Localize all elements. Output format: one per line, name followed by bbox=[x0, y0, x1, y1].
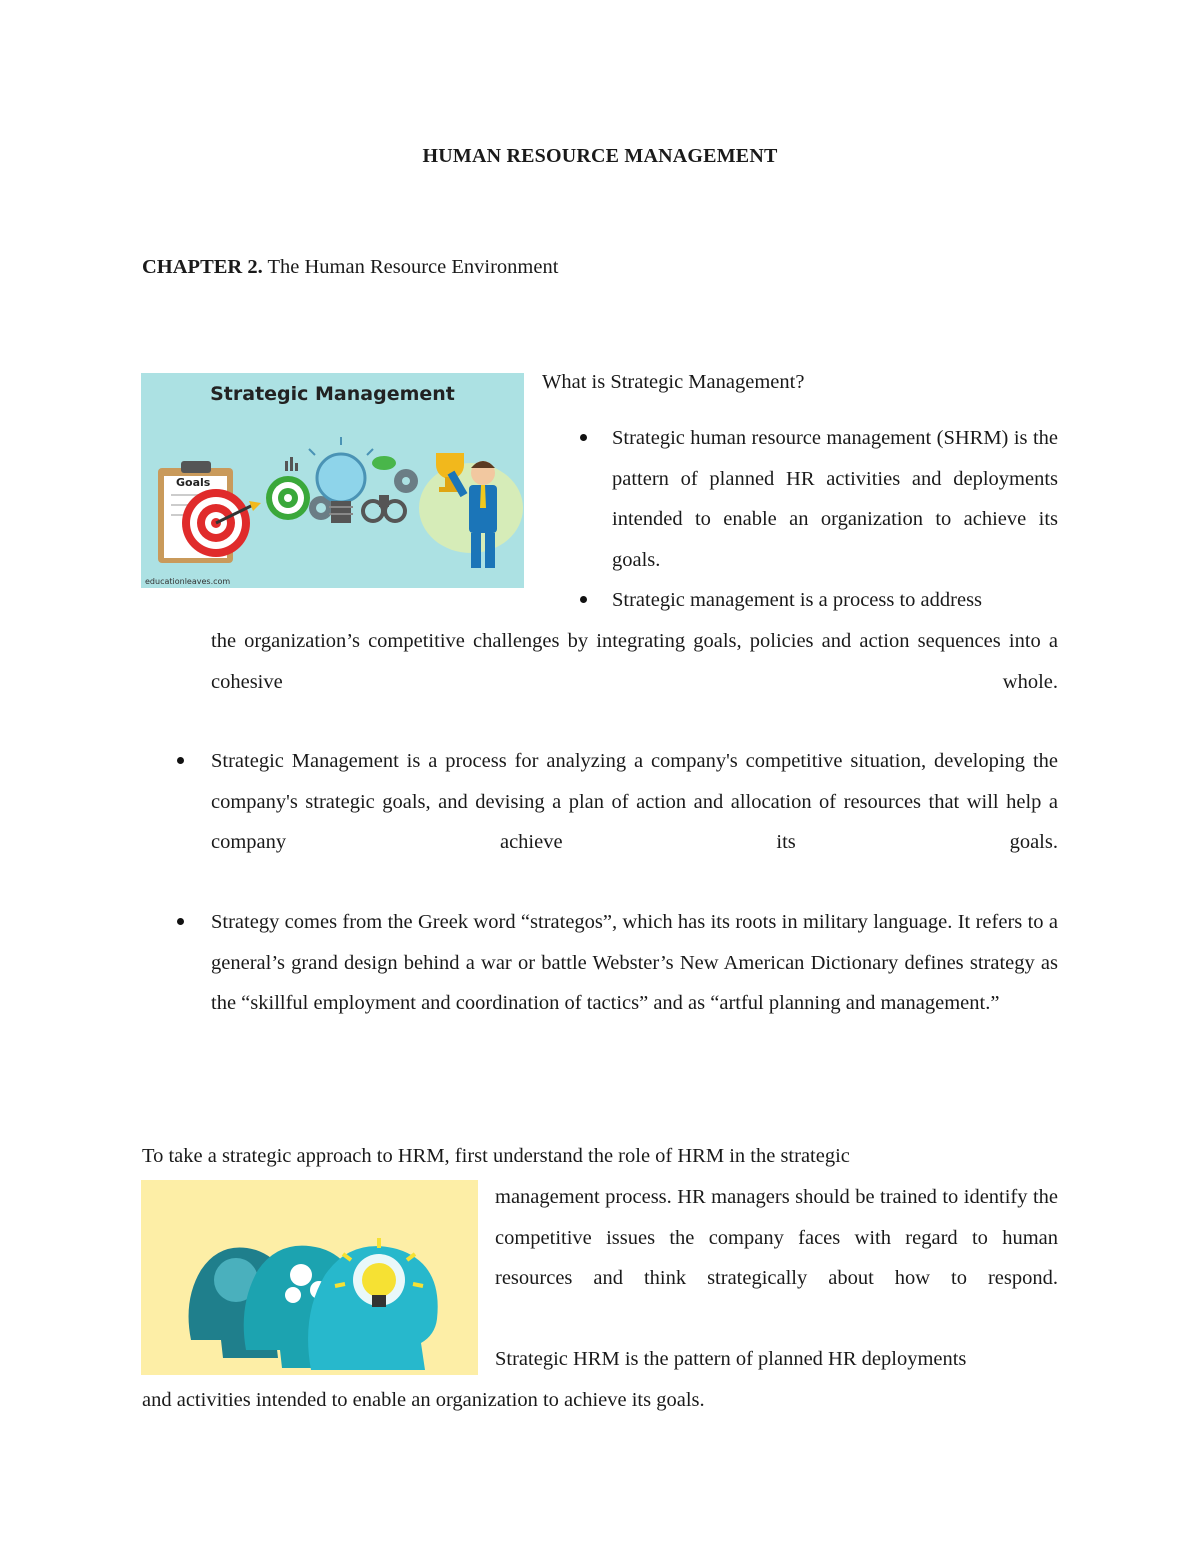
illustration-heading: Strategic Management bbox=[210, 383, 455, 405]
illustration-credit: educationleaves.com bbox=[145, 577, 231, 586]
binoculars-icon bbox=[363, 495, 405, 521]
cloud-icon bbox=[372, 456, 396, 470]
target-icon bbox=[182, 489, 261, 557]
paragraph-body: and activities intended to enable an organization to achieve its goals. bbox=[142, 1389, 705, 1411]
paragraph-line: Strategic HRM is the pattern of planned HR deployments bbox=[495, 1348, 967, 1370]
heads-graphic bbox=[141, 1180, 478, 1375]
document-title: HUMAN RESOURCE MANAGEMENT bbox=[422, 145, 778, 167]
illustration-graphic bbox=[141, 373, 524, 588]
bullet-item: Strategic human resource management (SHRM) is the pattern of planned HR activities and deployments intended to enable an organization to achieve its goals. bbox=[612, 427, 1058, 571]
section-question: What is Strategic Management? bbox=[542, 371, 805, 393]
bullet-icon bbox=[177, 918, 184, 925]
bullet-item: Strategy comes from the Greek word “strategos”, which has its roots in military language. It refers to a general’s grand design behind a war or battle Webster’s New American Dictionary defines strategy as the “skillful employment and coordination of tactics” and as “artful planning and management.” bbox=[211, 911, 1058, 1014]
bullet-item: Strategic management is a process to address bbox=[612, 589, 983, 611]
gear-icon bbox=[285, 1287, 301, 1303]
chapter-heading bbox=[142, 256, 558, 279]
bullet-icon bbox=[580, 434, 587, 441]
gear-icon bbox=[290, 1264, 312, 1286]
bullet-icon bbox=[177, 757, 184, 764]
strategic-management-illustration bbox=[141, 373, 524, 588]
small-target-icon bbox=[266, 457, 310, 520]
bullet-item-continuation: the organization’s competitive challenges by integrating goals, policies and action sequences into a cohesive whole. bbox=[211, 630, 1058, 693]
chapter-label: CHAPTER 2. bbox=[142, 256, 263, 278]
bullet-icon bbox=[580, 596, 587, 603]
thinking-heads-illustration bbox=[141, 1180, 478, 1375]
paragraph-line: To take a strategic approach to HRM, first understand the role of HRM in the strategic bbox=[142, 1145, 850, 1167]
chapter-title: The Human Resource Environment bbox=[262, 256, 559, 278]
bullet-item: Strategic Management is a process for analyzing a company's competitive situation, developing the company's strategic goals, and devising a plan of action and allocation of resources that will help a company achieve its goals. bbox=[211, 750, 1058, 853]
paragraph-body: management process. HR managers should be trained to identify the competitive issues the company faces with regard to human resources and think strategically about how to respond. bbox=[495, 1186, 1058, 1289]
clipboard-label: Goals bbox=[176, 476, 211, 489]
